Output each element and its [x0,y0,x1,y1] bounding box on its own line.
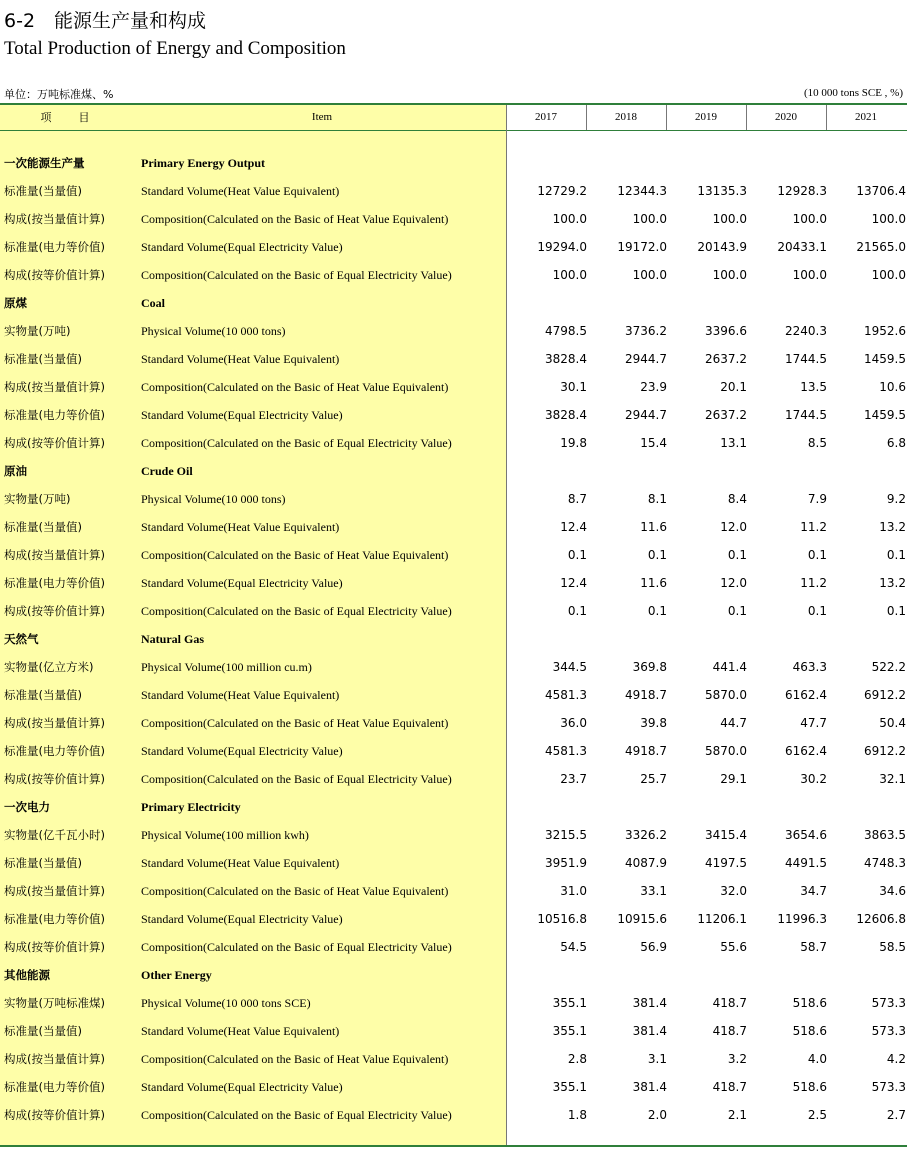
value-cell-2018: 2944.7 [625,408,667,422]
value-cell-2020: 58.7 [800,940,827,954]
value-cell-2017: 30.1 [560,380,587,394]
value-cell-2019: 3415.4 [705,828,747,842]
value-cell-2019: 13.1 [720,436,747,450]
value-cell-2019: 4197.5 [705,856,747,870]
row-label-chinese: 标准量(当量值) [4,856,82,870]
row-label-chinese: 构成(按当量值计算) [4,212,105,226]
row-label-english: Standard Volume(Heat Value Equivalent) [141,1024,340,1038]
row-label-chinese: 构成(按当量值计算) [4,884,105,898]
value-cell-2021: 50.4 [879,716,906,730]
value-cell-2018: 381.4 [632,996,667,1010]
row-label-english: Composition(Calculated on the Basic of Equal Electricity Value) [141,1108,452,1122]
row-label-chinese: 构成(按等价值计算) [4,268,105,282]
value-cell-2020: 1744.5 [785,408,827,422]
table-row [0,821,907,849]
row-label-chinese: 标准量(当量值) [4,1024,82,1038]
value-cell-2020: 11.2 [800,520,827,534]
value-cell-2017: 12.4 [560,576,587,590]
value-cell-2017: 8.7 [567,492,587,506]
value-cell-2020: 518.6 [792,1024,827,1038]
value-cell-2021: 573.3 [871,996,906,1010]
table-row [0,933,907,961]
value-cell-2021: 34.6 [879,884,906,898]
value-cell-2017: 100.0 [552,268,587,282]
table-bottom-rule [0,1145,907,1147]
value-cell-2019: 3.2 [727,1052,747,1066]
value-cell-2018: 0.1 [647,548,667,562]
row-label-chinese: 标准量(电力等价值) [4,912,105,926]
row-label-chinese: 标准量(电力等价值) [4,1080,105,1094]
value-cell-2018: 39.8 [640,716,667,730]
table-row [0,261,907,289]
value-cell-2020: 0.1 [807,548,827,562]
value-cell-2018: 23.9 [640,380,667,394]
category-row [0,625,907,653]
value-cell-2019: 12.0 [720,520,747,534]
value-cell-2020: 12928.3 [777,184,827,198]
value-cell-2018: 10915.6 [617,912,667,926]
value-cell-2018: 3326.2 [625,828,667,842]
value-cell-2019: 100.0 [712,268,747,282]
row-label-chinese: 标准量(当量值) [4,184,82,198]
table-row [0,401,907,429]
value-cell-2021: 1459.5 [864,352,906,366]
value-cell-2021: 4748.3 [864,856,906,870]
row-label-chinese: 构成(按等价值计算) [4,436,105,450]
value-cell-2019: 5870.0 [705,688,747,702]
value-cell-2017: 2.8 [567,1052,587,1066]
value-cell-2021: 100.0 [871,212,906,226]
category-row [0,149,907,177]
value-cell-2018: 4918.7 [625,688,667,702]
value-cell-2019: 20143.9 [697,240,747,254]
value-cell-2018: 33.1 [640,884,667,898]
row-label-english: Natural Gas [141,632,204,646]
value-cell-2017: 4798.5 [545,324,587,338]
value-cell-2019: 32.0 [720,884,747,898]
row-label-english: Coal [141,296,165,310]
value-cell-2017: 3828.4 [545,352,587,366]
table-row [0,429,907,457]
header-item-chinese: 项 目 [40,111,98,124]
value-cell-2018: 4918.7 [625,744,667,758]
value-cell-2020: 463.3 [792,660,827,674]
row-label-chinese: 实物量(亿立方米) [4,660,94,674]
row-label-english: Physical Volume(10 000 tons) [141,492,286,506]
value-cell-2018: 8.1 [647,492,667,506]
value-cell-2021: 1459.5 [864,408,906,422]
row-label-chinese: 构成(按当量值计算) [4,1052,105,1066]
header-item-english: Item [311,111,333,123]
row-label-english: Standard Volume(Equal Electricity Value) [141,1080,343,1094]
value-cell-2019: 0.1 [727,604,747,618]
value-cell-2021: 9.2 [886,492,906,506]
table-row [0,177,907,205]
value-cell-2020: 30.2 [800,772,827,786]
row-label-english: Primary Electricity [141,800,241,814]
unit-label-chinese: 单位：万吨标准煤、% [4,88,114,101]
value-cell-2021: 100.0 [871,268,906,282]
row-label-chinese: 一次能源生产量 [4,156,85,170]
value-cell-2018: 381.4 [632,1024,667,1038]
header-column-divider [586,105,587,130]
value-cell-2018: 12344.3 [617,184,667,198]
table-row [0,905,907,933]
value-cell-2020: 3654.6 [785,828,827,842]
row-label-english: Standard Volume(Heat Value Equivalent) [141,352,340,366]
value-cell-2019: 29.1 [720,772,747,786]
value-cell-2020: 2240.3 [785,324,827,338]
row-label-english: Physical Volume(100 million cu.m) [141,660,312,674]
table-row [0,877,907,905]
row-label-english: Composition(Calculated on the Basic of Equal Electricity Value) [141,436,452,450]
value-cell-2020: 2.5 [807,1108,827,1122]
category-row [0,457,907,485]
value-cell-2020: 34.7 [800,884,827,898]
table-row [0,1101,907,1129]
row-label-english: Composition(Calculated on the Basic of Heat Value Equivalent) [141,884,449,898]
value-cell-2021: 1952.6 [864,324,906,338]
page-title-chinese: 6-2 能源生产量和构成 [4,10,207,32]
row-label-english: Composition(Calculated on the Basic of Equal Electricity Value) [141,772,452,786]
value-cell-2021: 13706.4 [856,184,906,198]
value-cell-2020: 13.5 [800,380,827,394]
row-label-english: Crude Oil [141,464,193,478]
value-cell-2019: 2637.2 [705,408,747,422]
value-cell-2019: 100.0 [712,212,747,226]
value-cell-2017: 10516.8 [537,912,587,926]
unit-label-english: (10 000 tons SCE , %) [804,87,903,99]
header-year-2020: 2020 [775,111,797,123]
table-header-rule [0,130,907,131]
row-label-english: Standard Volume(Equal Electricity Value) [141,240,343,254]
row-label-chinese: 实物量(万吨标准煤) [4,996,105,1010]
value-cell-2019: 3396.6 [705,324,747,338]
row-label-chinese: 构成(按当量值计算) [4,380,105,394]
table-row [0,849,907,877]
value-cell-2018: 100.0 [632,212,667,226]
row-label-english: Composition(Calculated on the Basic of Heat Value Equivalent) [141,380,449,394]
header-year-2021: 2021 [855,111,877,123]
value-cell-2021: 12606.8 [856,912,906,926]
row-label-chinese: 构成(按当量值计算) [4,548,105,562]
value-cell-2021: 4.2 [886,1052,906,1066]
row-label-english: Composition(Calculated on the Basic of Heat Value Equivalent) [141,212,449,226]
value-cell-2020: 47.7 [800,716,827,730]
value-cell-2017: 3951.9 [545,856,587,870]
header-column-divider [746,105,747,130]
value-cell-2019: 2.1 [727,1108,747,1122]
value-cell-2019: 12.0 [720,576,747,590]
value-cell-2017: 355.1 [552,1080,587,1094]
value-cell-2021: 0.1 [886,548,906,562]
row-label-chinese: 其他能源 [4,968,50,982]
header-year-2019: 2019 [695,111,717,123]
value-cell-2021: 522.2 [871,660,906,674]
table-row [0,541,907,569]
row-label-english: Standard Volume(Heat Value Equivalent) [141,688,340,702]
table-row [0,373,907,401]
value-cell-2021: 21565.0 [856,240,906,254]
value-cell-2021: 6912.2 [864,688,906,702]
header-year-2018: 2018 [615,111,637,123]
header-column-divider [666,105,667,130]
row-label-chinese: 标准量(当量值) [4,520,82,534]
value-cell-2019: 5870.0 [705,744,747,758]
value-cell-2019: 418.7 [712,1024,747,1038]
value-cell-2018: 15.4 [640,436,667,450]
value-cell-2017: 355.1 [552,1024,587,1038]
value-cell-2019: 20.1 [720,380,747,394]
table-row [0,205,907,233]
row-label-english: Composition(Calculated on the Basic of Heat Value Equivalent) [141,548,449,562]
value-cell-2018: 4087.9 [625,856,667,870]
row-label-chinese: 标准量(电力等价值) [4,240,105,254]
table-row [0,233,907,261]
row-label-chinese: 实物量(万吨) [4,324,71,338]
value-cell-2021: 3863.5 [864,828,906,842]
row-label-english: Standard Volume(Equal Electricity Value) [141,912,343,926]
value-cell-2017: 1.8 [567,1108,587,1122]
table-row [0,1073,907,1101]
row-label-chinese: 标准量(当量值) [4,352,82,366]
value-cell-2017: 3828.4 [545,408,587,422]
value-cell-2020: 20433.1 [777,240,827,254]
value-cell-2018: 25.7 [640,772,667,786]
value-cell-2021: 32.1 [879,772,906,786]
row-label-english: Composition(Calculated on the Basic of Equal Electricity Value) [141,940,452,954]
row-label-english: Composition(Calculated on the Basic of Heat Value Equivalent) [141,716,449,730]
row-label-chinese: 标准量(电力等价值) [4,576,105,590]
value-cell-2017: 19.8 [560,436,587,450]
value-cell-2018: 369.8 [632,660,667,674]
value-cell-2018: 11.6 [640,520,667,534]
page-title-english: Total Production of Energy and Composition [4,38,346,59]
value-cell-2021: 6912.2 [864,744,906,758]
table-row [0,485,907,513]
category-row [0,961,907,989]
row-label-english: Primary Energy Output [141,156,265,170]
row-label-chinese: 实物量(万吨) [4,492,71,506]
value-cell-2020: 100.0 [792,212,827,226]
value-cell-2020: 8.5 [807,436,827,450]
value-cell-2019: 418.7 [712,996,747,1010]
row-label-chinese: 原煤 [4,296,27,310]
value-cell-2020: 518.6 [792,1080,827,1094]
value-cell-2017: 4581.3 [545,688,587,702]
table-row [0,709,907,737]
table-row [0,317,907,345]
row-label-english: Standard Volume(Equal Electricity Value) [141,744,343,758]
value-cell-2017: 12729.2 [537,184,587,198]
row-label-english: Composition(Calculated on the Basic of Equal Electricity Value) [141,604,452,618]
row-label-chinese: 原油 [4,464,27,478]
value-cell-2019: 55.6 [720,940,747,954]
value-cell-2019: 2637.2 [705,352,747,366]
value-cell-2021: 58.5 [879,940,906,954]
value-cell-2017: 36.0 [560,716,587,730]
row-label-english: Standard Volume(Heat Value Equivalent) [141,184,340,198]
value-cell-2021: 573.3 [871,1080,906,1094]
value-cell-2019: 441.4 [712,660,747,674]
header-column-divider [826,105,827,130]
row-label-chinese: 标准量(当量值) [4,688,82,702]
value-cell-2020: 518.6 [792,996,827,1010]
table-row [0,1017,907,1045]
table-row [0,597,907,625]
row-label-chinese: 构成(按等价值计算) [4,940,105,954]
value-cell-2020: 1744.5 [785,352,827,366]
value-cell-2018: 381.4 [632,1080,667,1094]
row-label-english: Other Energy [141,968,212,982]
row-label-english: Standard Volume(Heat Value Equivalent) [141,520,340,534]
value-cell-2021: 0.1 [886,604,906,618]
table-row [0,737,907,765]
row-label-english: Physical Volume(10 000 tons SCE) [141,996,311,1010]
value-cell-2018: 100.0 [632,268,667,282]
value-cell-2019: 44.7 [720,716,747,730]
value-cell-2020: 100.0 [792,268,827,282]
value-cell-2021: 2.7 [886,1108,906,1122]
row-label-english: Physical Volume(10 000 tons) [141,324,286,338]
value-cell-2017: 355.1 [552,996,587,1010]
value-cell-2021: 573.3 [871,1024,906,1038]
value-cell-2017: 19294.0 [537,240,587,254]
table-row [0,513,907,541]
value-cell-2018: 3736.2 [625,324,667,338]
value-cell-2017: 12.4 [560,520,587,534]
value-cell-2018: 0.1 [647,604,667,618]
value-cell-2021: 10.6 [879,380,906,394]
row-label-chinese: 构成(按等价值计算) [4,1108,105,1122]
value-cell-2018: 19172.0 [617,240,667,254]
value-cell-2021: 13.2 [879,576,906,590]
row-label-chinese: 构成(按等价值计算) [4,604,105,618]
value-cell-2019: 418.7 [712,1080,747,1094]
value-cell-2021: 6.8 [886,436,906,450]
row-label-english: Standard Volume(Heat Value Equivalent) [141,856,340,870]
value-cell-2019: 11206.1 [697,912,747,926]
row-label-english: Physical Volume(100 million kwh) [141,828,309,842]
value-cell-2017: 3215.5 [545,828,587,842]
value-cell-2018: 11.6 [640,576,667,590]
row-label-english: Composition(Calculated on the Basic of Heat Value Equivalent) [141,1052,449,1066]
row-label-english: Standard Volume(Equal Electricity Value) [141,408,343,422]
value-cell-2018: 2944.7 [625,352,667,366]
value-cell-2019: 8.4 [727,492,747,506]
row-label-english: Composition(Calculated on the Basic of Equal Electricity Value) [141,268,452,282]
value-cell-2019: 13135.3 [697,184,747,198]
row-label-chinese: 标准量(电力等价值) [4,744,105,758]
table-row [0,569,907,597]
value-cell-2020: 11996.3 [777,912,827,926]
value-cell-2018: 3.1 [647,1052,667,1066]
value-cell-2020: 0.1 [807,604,827,618]
value-cell-2018: 56.9 [640,940,667,954]
row-label-chinese: 一次电力 [4,800,50,814]
header-year-2017: 2017 [535,111,557,123]
value-cell-2017: 23.7 [560,772,587,786]
value-cell-2017: 100.0 [552,212,587,226]
table-row [0,345,907,373]
value-cell-2021: 13.2 [879,520,906,534]
value-cell-2020: 6162.4 [785,744,827,758]
row-label-english: Standard Volume(Equal Electricity Value) [141,576,343,590]
table-row [0,1045,907,1073]
value-cell-2020: 6162.4 [785,688,827,702]
table-row [0,653,907,681]
value-cell-2020: 4.0 [807,1052,827,1066]
value-cell-2017: 0.1 [567,548,587,562]
value-cell-2017: 0.1 [567,604,587,618]
table-row [0,989,907,1017]
category-row [0,289,907,317]
row-label-chinese: 实物量(亿千瓦小时) [4,828,105,842]
value-cell-2020: 4491.5 [785,856,827,870]
value-cell-2020: 7.9 [807,492,827,506]
value-cell-2017: 344.5 [552,660,587,674]
value-cell-2017: 54.5 [560,940,587,954]
table-row [0,681,907,709]
table-row [0,765,907,793]
value-cell-2017: 4581.3 [545,744,587,758]
value-cell-2020: 11.2 [800,576,827,590]
row-label-chinese: 标准量(电力等价值) [4,408,105,422]
value-cell-2019: 0.1 [727,548,747,562]
row-label-chinese: 构成(按等价值计算) [4,772,105,786]
row-label-chinese: 构成(按当量值计算) [4,716,105,730]
category-row [0,793,907,821]
value-cell-2017: 31.0 [560,884,587,898]
row-label-chinese: 天然气 [4,632,39,646]
value-cell-2018: 2.0 [647,1108,667,1122]
